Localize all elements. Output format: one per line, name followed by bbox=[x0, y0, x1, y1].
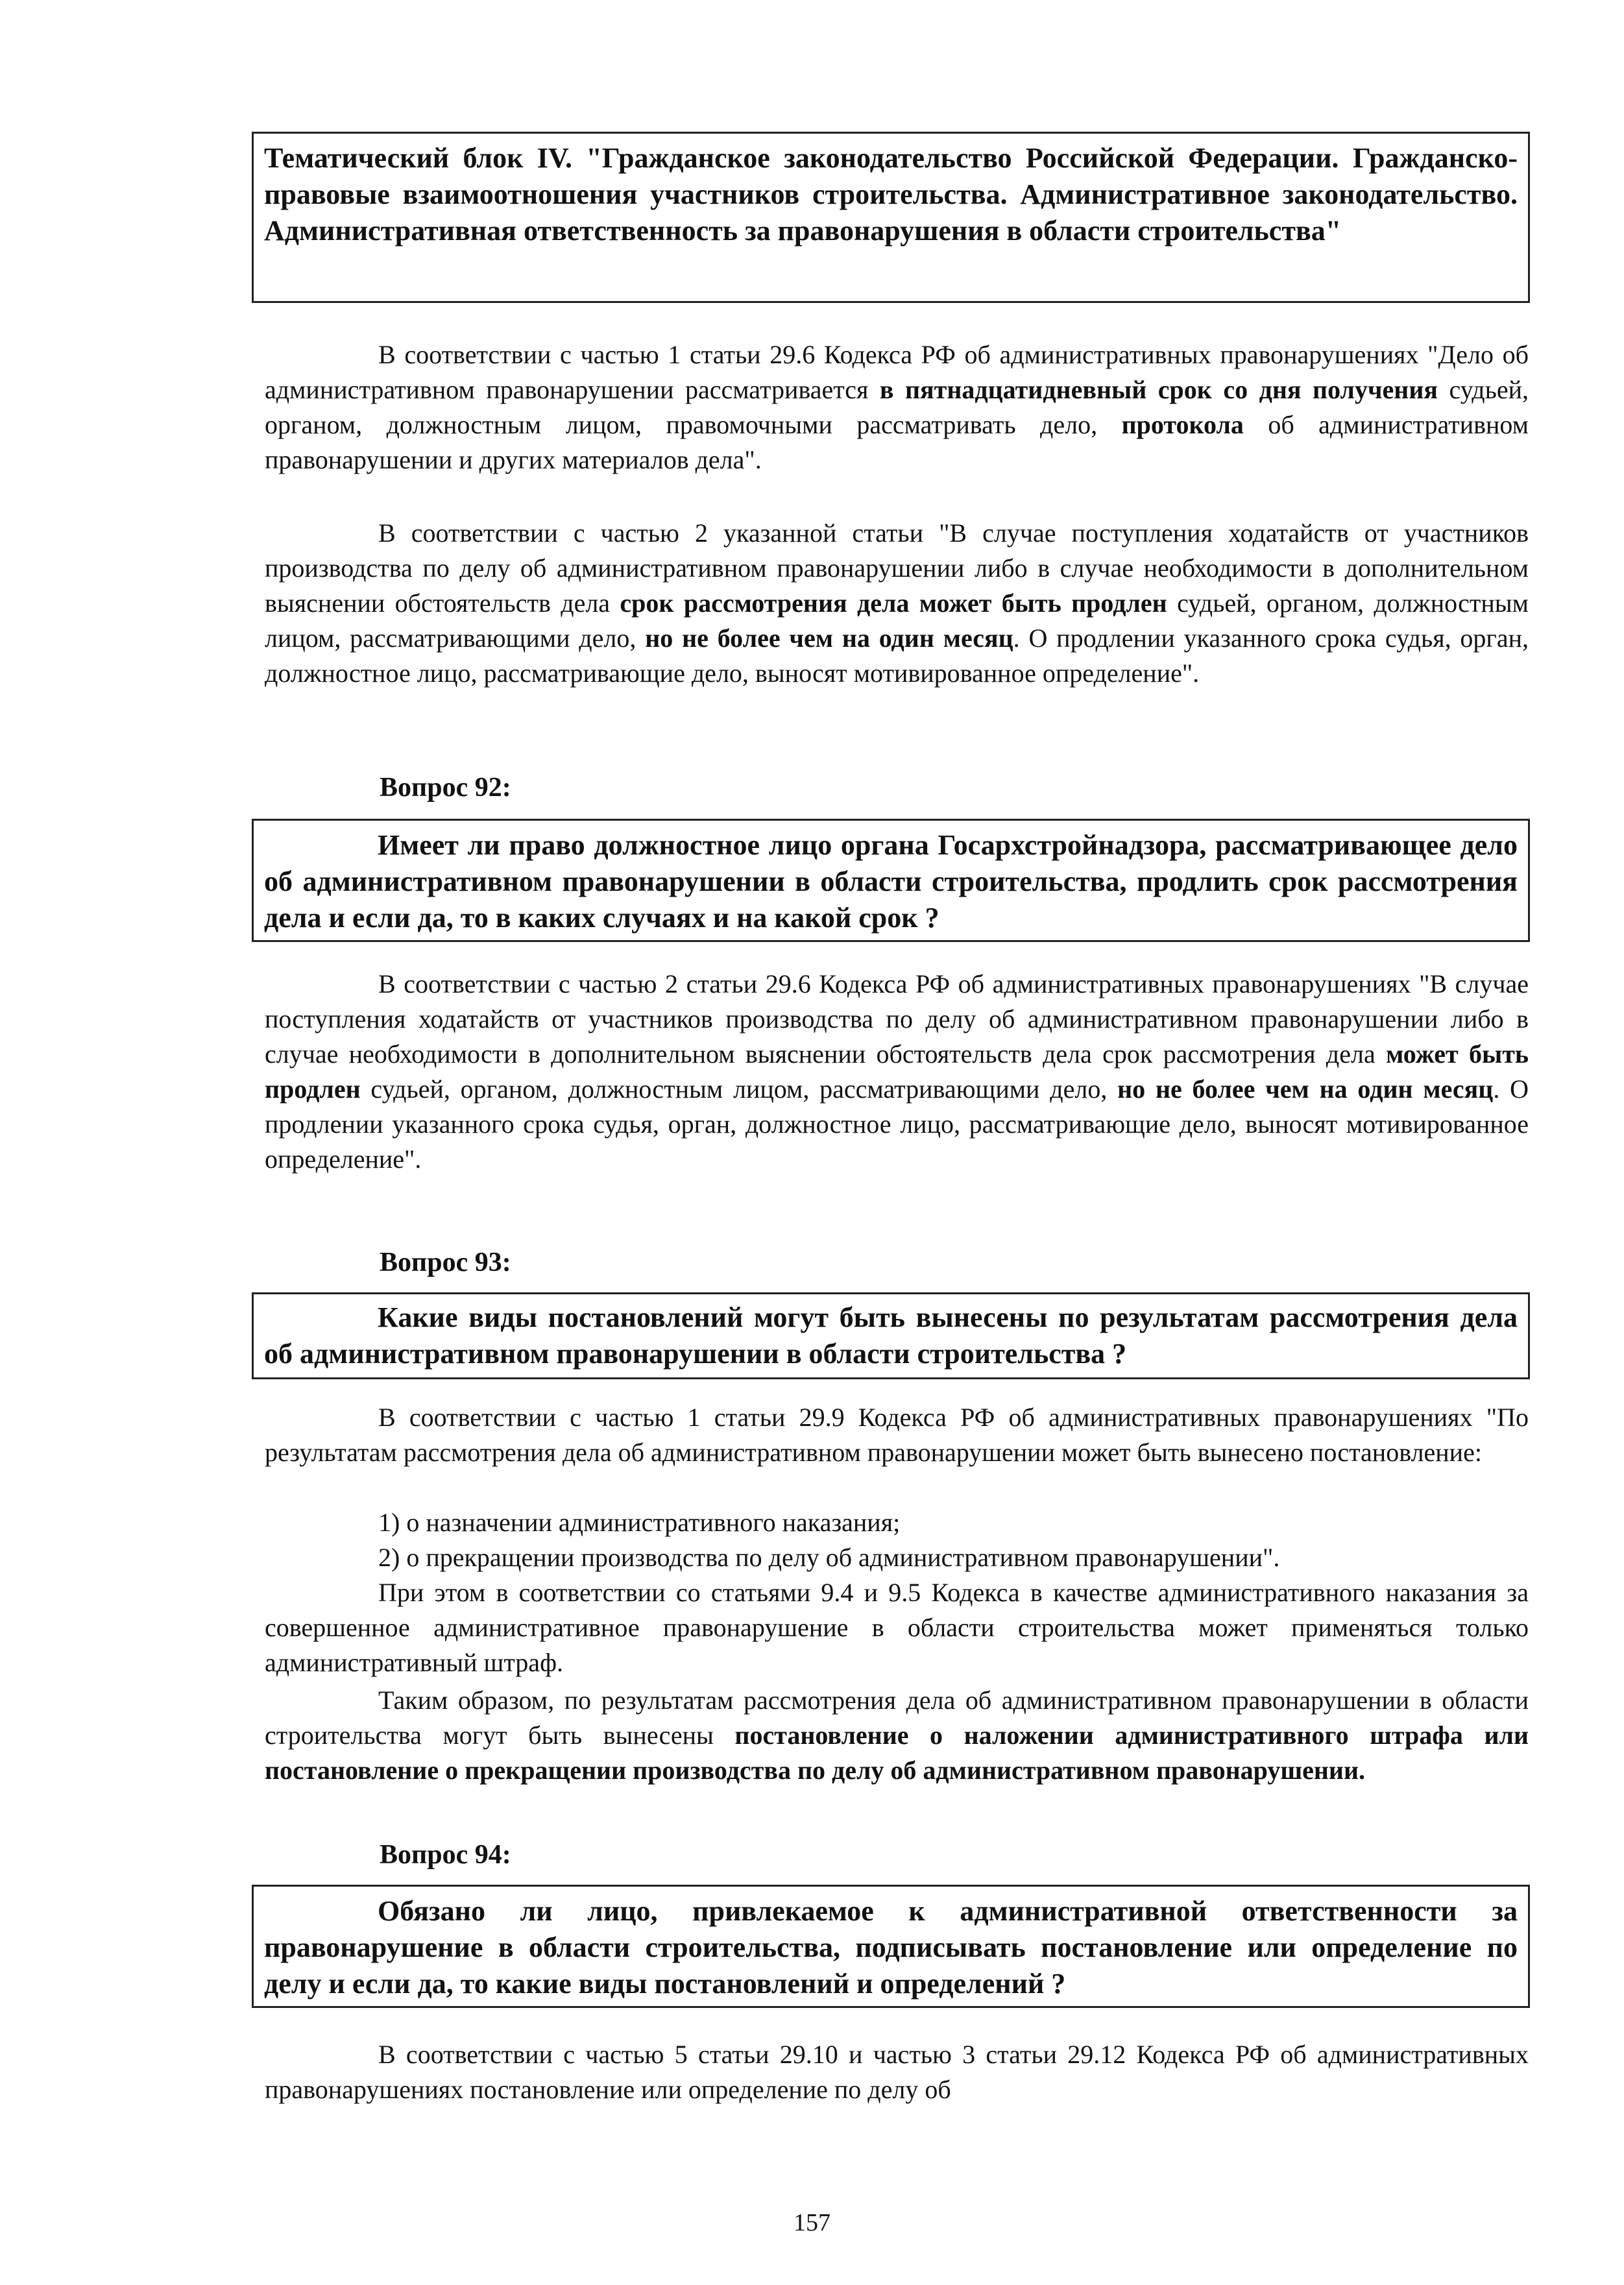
text-run: судьей, органом, должностным лицом, правомочными рассматривать дело, bbox=[265, 375, 1529, 439]
question-92-text: Имеет ли право должностное лицо органа Госархстройнадзора, рассматривающее дело об административном правонарушении в области строительства, продлить срок рассмотрения дела и если да, то в каких случаях и на какой срок ? bbox=[264, 829, 1518, 934]
text-run: В соответствии с частью 2 статьи 29.6 Кодекса РФ об административных правонарушениях "В случае поступления ходатайств от участников производства по делу об административном правонарушении либо в случае необходимости в дополнительном выяснении обстоятельств дела срок рассмотрения дела bbox=[265, 969, 1529, 1069]
bold-run: но не более чем на один месяц bbox=[645, 623, 1013, 653]
answer-94-paragraph-1 bbox=[265, 2037, 1529, 2107]
question-93-box bbox=[252, 1292, 1530, 1379]
question-93-label: Вопрос 93: bbox=[380, 1248, 511, 1277]
intro-paragraph-2 bbox=[265, 516, 1529, 691]
text-run: При этом в соответствии со статьями 9.4 и 9.5 Кодекса в качестве административного наказания за совершенное административное правонарушение в области строительства может применяться только административный штраф. bbox=[265, 1578, 1529, 1677]
question-92-box bbox=[252, 819, 1530, 942]
text-run: судьей, органом, должностным лицом, рассматривающими дело, bbox=[360, 1074, 1118, 1104]
answer-93-paragraph-3 bbox=[265, 1683, 1529, 1788]
answer-93-paragraph-1 bbox=[265, 1400, 1529, 1470]
page-number: 157 bbox=[794, 2209, 830, 2236]
text-run: Таким образом, по результатам рассмотрения дела об административном правонарушении в области строительства могут быть вынесены bbox=[265, 1686, 1529, 1750]
block-title-box bbox=[252, 132, 1530, 303]
text-run: В соответствии с частью 1 статьи 29.6 Кодекса РФ об административных правонарушениях "Дело об административном правонарушении рассматривается bbox=[265, 340, 1529, 404]
bold-run: в пятнадцатидневный срок со дня получения bbox=[879, 375, 1438, 404]
answer-93-paragraph-2 bbox=[265, 1575, 1529, 1680]
question-94-box bbox=[252, 1885, 1530, 2008]
intro-paragraph-1 bbox=[265, 337, 1529, 478]
text-run: В соответствии с частью 1 статьи 29.9 Кодекса РФ об административных правонарушениях "По результатам рассмотрения дела об административном правонарушении может быть вынесено постановление: bbox=[265, 1403, 1529, 1467]
answer-93-list-item-2: 2) о прекращении производства по делу об административном правонарушении". bbox=[378, 1543, 1280, 1572]
bold-run: но не более чем на один месяц bbox=[1117, 1074, 1494, 1104]
text-run: В соответствии с частью 2 указанной статьи "В случае поступления ходатайств от участников производства по делу об административном правонарушении либо в случае необходимости в дополнительном выяснении обстоятельств дела bbox=[265, 518, 1529, 618]
question-92-label: Вопрос 92: bbox=[380, 773, 511, 803]
question-94-text: Обязано ли лицо, привлекаемое к административной ответственности за правонарушение в области строительства, подписывать постановление или определение по делу и если да, то какие виды постановлений и определений ? bbox=[264, 1895, 1518, 2000]
answer-92 bbox=[265, 967, 1529, 1177]
text-run: . О продлении указанного срока судья, орган, должностное лицо, рассматривающие дело, выносят мотивированное определение". bbox=[265, 623, 1529, 688]
bold-run: может быть продлен bbox=[265, 1039, 1529, 1104]
bold-run: срок рассмотрения дела может быть продлен bbox=[620, 588, 1167, 618]
answer-93-list-item-1: 1) о назначении административного наказания; bbox=[378, 1508, 901, 1537]
text-run: . О продлении указанного срока судья, орган, должностное лицо, рассматривающие дело, выносят мотивированное определение". bbox=[265, 1074, 1529, 1174]
text-run: судьей, органом, должностным лицом, рассматривающими дело, bbox=[265, 588, 1529, 653]
bold-run: постановление о наложении административного штрафа или постановление о прекращении производства по делу об административном правонарушении. bbox=[265, 1721, 1529, 1785]
question-94-label: Вопрос 94: bbox=[380, 1840, 511, 1870]
block-title: Тематический блок IV. "Гражданское законодательство Российской Федерации. Гражданско-правовые взаимоотношения участников строительства. Административное законодательство. Административная ответственность за правонарушения в области строительства" bbox=[264, 142, 1518, 247]
text-run: В соответствии с частью 5 статьи 29.10 и частью 3 статьи 29.12 Кодекса РФ об административных правонарушениях постановление или определение по делу об bbox=[265, 2040, 1529, 2104]
question-93-text: Какие виды постановлений могут быть вынесены по результатам рассмотрения дела об административном правонарушении в области строительства ? bbox=[264, 1301, 1518, 1370]
text-run: об административном правонарушении и других материалов дела". bbox=[265, 410, 1529, 474]
bold-run: протокола bbox=[1121, 410, 1244, 439]
